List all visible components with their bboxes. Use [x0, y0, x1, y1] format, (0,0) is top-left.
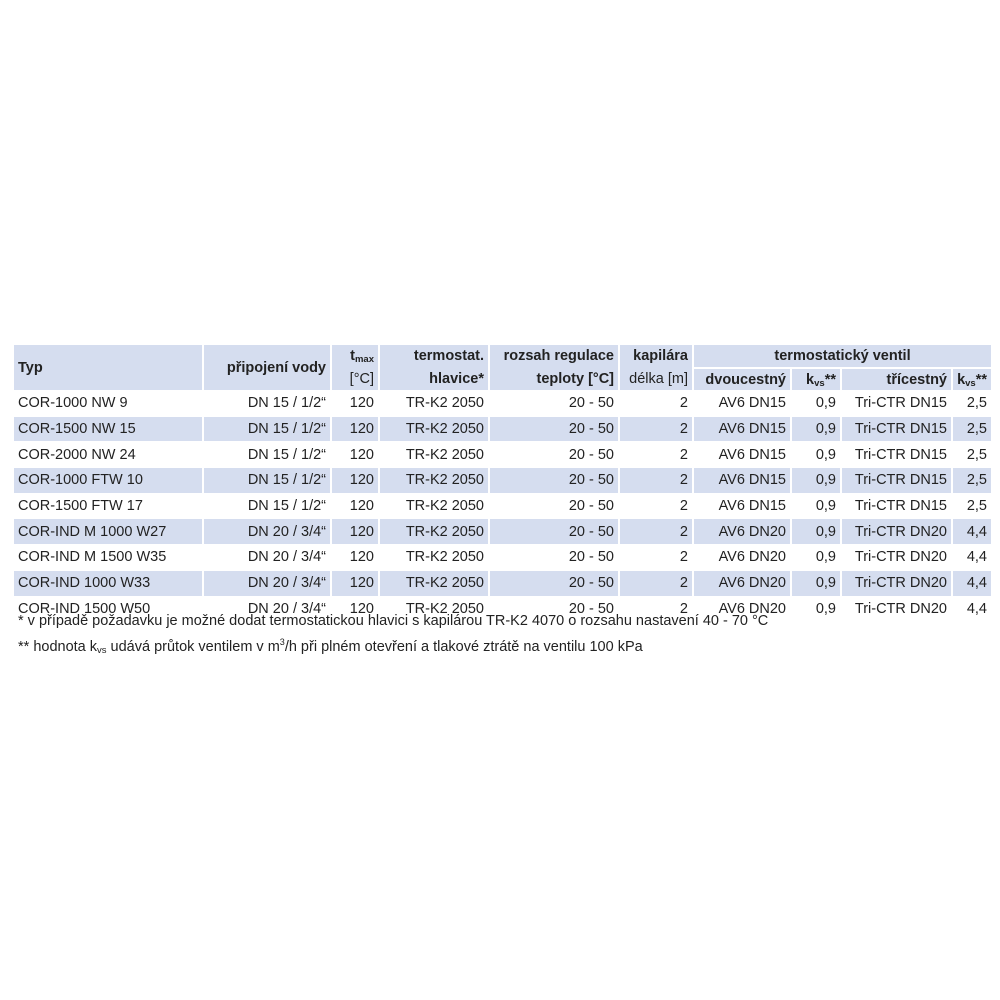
cell-pripojeni: DN 20 / 3/4“: [202, 570, 330, 596]
cell-dvoucestny: AV6 DN20: [692, 596, 790, 622]
table-row: [14, 518, 991, 544]
cell-hlavice: TR-K2 2050: [378, 493, 488, 519]
cell-kapilara: 2: [618, 441, 692, 467]
cell-tricestny: Tri-CTR DN20: [840, 544, 951, 570]
cell-tmax: 120: [330, 416, 378, 442]
cell-tmax: 120: [330, 441, 378, 467]
cell-dvoucestny: AV6 DN15: [692, 493, 790, 519]
cell-kvs1: 0,9: [790, 441, 840, 467]
table-row: [14, 416, 991, 442]
cell-dvoucestny: AV6 DN15: [692, 416, 790, 442]
cell-kvs1: 0,9: [790, 518, 840, 544]
header-kvs1-sub: vs: [814, 377, 825, 389]
cell-dvoucestny: AV6 DN20: [692, 544, 790, 570]
cell-kvs2: 4,4: [951, 544, 991, 570]
cell-typ: COR-1500 FTW 17: [14, 493, 202, 519]
cell-tricestny: Tri-CTR DN20: [840, 518, 951, 544]
cell-kvs2: 2,5: [951, 493, 991, 519]
table-row: [14, 467, 991, 493]
cell-rozsah: 20 - 50: [488, 493, 618, 519]
header-kapilara-l1: kapilára: [618, 345, 692, 367]
header-tmax: [330, 345, 378, 367]
cell-dvoucestny: AV6 DN15: [692, 441, 790, 467]
header-typ: Typ: [14, 345, 202, 390]
cell-hlavice: TR-K2 2050: [378, 544, 488, 570]
cell-hlavice: TR-K2 2050: [378, 518, 488, 544]
header-kvs1: [790, 367, 840, 390]
cell-tmax: 120: [330, 570, 378, 596]
cell-kvs1: 0,9: [790, 416, 840, 442]
cell-tmax: 120: [330, 518, 378, 544]
cell-tricestny: Tri-CTR DN15: [840, 416, 951, 442]
table-row: [14, 390, 991, 416]
header-kapilara-l2: délka [m]: [618, 367, 692, 390]
cell-hlavice: TR-K2 2050: [378, 390, 488, 416]
cell-kapilara: 2: [618, 416, 692, 442]
cell-rozsah: 20 - 50: [488, 441, 618, 467]
cell-rozsah: 20 - 50: [488, 570, 618, 596]
footnotes: [18, 611, 768, 659]
table-row: [14, 441, 991, 467]
footnote-2-c: /h při plném otevření a tlakové ztrátě na ventilu 100 kPa: [284, 638, 643, 655]
cell-kvs2: 4,4: [951, 596, 991, 622]
header-rozsah-l2-text: teploty [°C]: [536, 370, 614, 387]
header-kvs1-mark: **: [824, 371, 836, 388]
cell-dvoucestny: AV6 DN20: [692, 518, 790, 544]
header-kvs2-sub: vs: [965, 377, 976, 389]
footnote-2: [18, 632, 768, 659]
header-pripojeni: připojení vody: [202, 345, 330, 390]
cell-tricestny: Tri-CTR DN15: [840, 493, 951, 519]
cell-kvs1: 0,9: [790, 596, 840, 622]
cell-tmax: 120: [330, 390, 378, 416]
header-termostat-l2: hlavice*: [378, 367, 488, 390]
cell-tmax: 120: [330, 467, 378, 493]
cell-rozsah: 20 - 50: [488, 596, 618, 622]
cell-dvoucestny: AV6 DN15: [692, 390, 790, 416]
cell-tricestny: Tri-CTR DN15: [840, 467, 951, 493]
cell-tricestny: Tri-CTR DN15: [840, 441, 951, 467]
cell-kapilara: 2: [618, 467, 692, 493]
header-dvoucestny: dvoucestný: [692, 367, 790, 390]
cell-rozsah: 20 - 50: [488, 390, 618, 416]
table-header: [14, 345, 991, 390]
cell-kapilara: 2: [618, 596, 692, 622]
cell-kapilara: 2: [618, 493, 692, 519]
cell-pripojeni: DN 20 / 3/4“: [202, 518, 330, 544]
cell-kvs1: 0,9: [790, 570, 840, 596]
cell-hlavice: TR-K2 2050: [378, 467, 488, 493]
cell-kapilara: 2: [618, 544, 692, 570]
table-row: [14, 493, 991, 519]
header-kvs2: [951, 367, 991, 390]
cell-typ: COR-1000 NW 9: [14, 390, 202, 416]
header-tricestny: třícestný: [840, 367, 951, 390]
cell-kvs1: 0,9: [790, 493, 840, 519]
cell-pripojeni: DN 15 / 1/2“: [202, 467, 330, 493]
cell-typ: COR-2000 NW 24: [14, 441, 202, 467]
cell-kvs2: 2,5: [951, 390, 991, 416]
cell-typ: COR-IND 1500 W50: [14, 596, 202, 622]
header-rozsah-l2: [488, 367, 618, 390]
table-body: [14, 390, 991, 621]
cell-pripojeni: DN 20 / 3/4“: [202, 596, 330, 622]
spec-table: [14, 345, 991, 621]
cell-rozsah: 20 - 50: [488, 544, 618, 570]
cell-kapilara: 2: [618, 518, 692, 544]
cell-typ: COR-IND 1000 W33: [14, 570, 202, 596]
cell-dvoucestny: AV6 DN15: [692, 467, 790, 493]
cell-tricestny: Tri-CTR DN20: [840, 596, 951, 622]
cell-tmax: 120: [330, 596, 378, 622]
table-row: [14, 570, 991, 596]
spec-table-container: [14, 345, 991, 621]
footnote-1: * v případě požadavku je možné dodat termostatickou hlavici s kapilárou TR-K2 4070 o rozsahu nastavení 40 - 70 °C: [18, 613, 769, 629]
cell-typ: COR-1500 NW 15: [14, 416, 202, 442]
cell-pripojeni: DN 15 / 1/2“: [202, 390, 330, 416]
header-tmax-main: t: [350, 348, 355, 364]
header-tmax-unit: [°C]: [330, 367, 378, 390]
cell-dvoucestny: AV6 DN20: [692, 570, 790, 596]
cell-kvs2: 4,4: [951, 570, 991, 596]
cell-hlavice: TR-K2 2050: [378, 570, 488, 596]
cell-kvs2: 2,5: [951, 441, 991, 467]
header-rozsah-l1: rozsah regulace: [488, 345, 618, 367]
cell-tmax: 120: [330, 544, 378, 570]
cell-pripojeni: DN 15 / 1/2“: [202, 441, 330, 467]
cell-pripojeni: DN 15 / 1/2“: [202, 493, 330, 519]
cell-kvs1: 0,9: [790, 390, 840, 416]
cell-rozsah: 20 - 50: [488, 467, 618, 493]
cell-rozsah: 20 - 50: [488, 416, 618, 442]
cell-pripojeni: DN 15 / 1/2“: [202, 416, 330, 442]
cell-typ: COR-1000 FTW 10: [14, 467, 202, 493]
cell-kvs2: 2,5: [951, 467, 991, 493]
cell-pripojeni: DN 20 / 3/4“: [202, 544, 330, 570]
cell-tricestny: Tri-CTR DN20: [840, 570, 951, 596]
header-kvs1-main: k: [806, 371, 815, 388]
table-row: [14, 544, 991, 570]
cell-kvs2: 4,4: [951, 518, 991, 544]
cell-typ: COR-IND M 1500 W35: [14, 544, 202, 570]
footnote-2-b: udává průtok ventilem v m: [106, 638, 280, 655]
cell-typ: COR-IND M 1000 W27: [14, 518, 202, 544]
header-termostat-l1: termostat.: [378, 345, 488, 367]
cell-hlavice: TR-K2 2050: [378, 441, 488, 467]
cell-tricestny: Tri-CTR DN15: [840, 390, 951, 416]
cell-kvs1: 0,9: [790, 544, 840, 570]
cell-kapilara: 2: [618, 390, 692, 416]
cell-kapilara: 2: [618, 570, 692, 596]
cell-hlavice: TR-K2 2050: [378, 596, 488, 622]
cell-hlavice: TR-K2 2050: [378, 416, 488, 442]
header-ventil-group: termostatický ventil: [692, 345, 991, 367]
cell-rozsah: 20 - 50: [488, 518, 618, 544]
cell-kvs1: 0,9: [790, 467, 840, 493]
cell-kvs2: 2,5: [951, 416, 991, 442]
footnote-2-sup: 3: [279, 637, 285, 647]
footnote-2-a: ** hodnota k: [18, 638, 98, 655]
cell-tmax: 120: [330, 493, 378, 519]
header-kvs2-mark: **: [975, 371, 988, 388]
footnote-2-sub: vs: [97, 644, 107, 656]
header-kvs2-main: k: [957, 371, 966, 388]
header-tmax-sub: max: [354, 354, 374, 365]
